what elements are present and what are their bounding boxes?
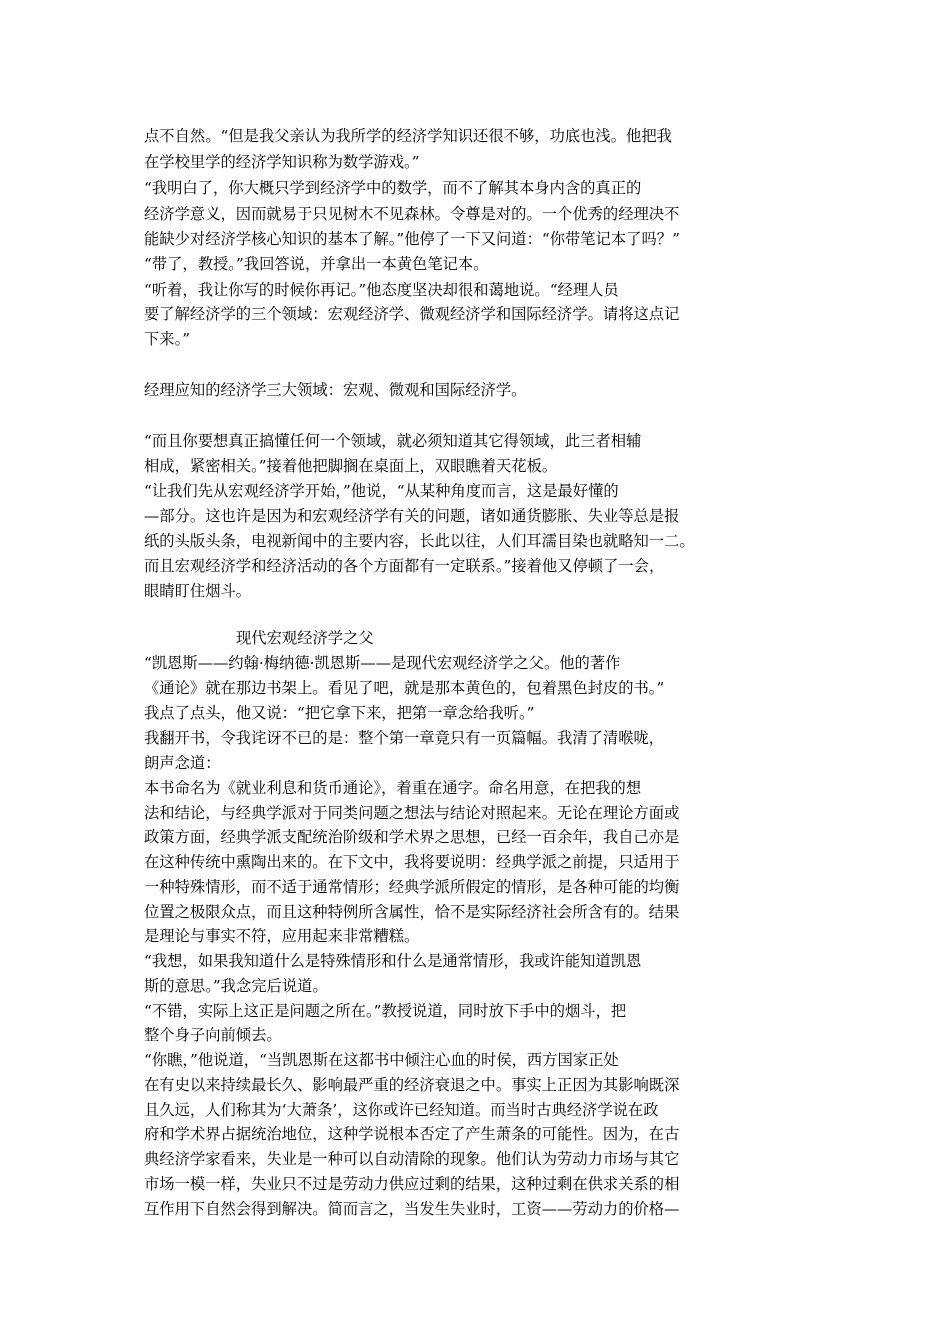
text-line: 位置之极限众点，而且这种特例所含属性，恰不是实际经济社会所含有的。结果	[144, 903, 680, 921]
text-line: 在有史以来持续最长久、影响最严重的经济衰退之中。事实上正因为其影响既深	[144, 1076, 680, 1094]
text-line: “凯恩斯——约翰·梅纳德·凯恩斯——是现代宏观经济学之父。他的著作	[144, 654, 621, 672]
text-line: 《通论》就在那边书架上。看见了吧，就是那本黄色的，包着黑色封皮的书。”	[144, 679, 665, 697]
text-line: 在学校里学的经济学知识称为数学游戏。”	[144, 153, 420, 171]
text-line: 整个身子向前倾去。	[144, 1026, 282, 1044]
text-line: “我想，如果我知道什么是特殊情形和什么是通常情形，我或许能知道凯恩	[144, 952, 642, 970]
text-line: “而且你要想真正搞懂任何一个领域，就必须知道其它得领域，此三者相辅	[144, 432, 642, 450]
text-line: 点不自然。“但是我父亲认为我所学的经济学知识还很不够，功底也浅。他把我	[144, 127, 672, 145]
text-line: 纸的头版头条，电视新闻中的主要内容，长此以往，人们耳濡目染也就略知一二。	[144, 532, 695, 550]
section-heading: 现代宏观经济学之父	[236, 629, 374, 647]
text-line: 我翻开书，令我诧讶不已的是：整个第一章竟只有一页篇幅。我清了清喉咙，	[144, 729, 665, 747]
text-line: “不错，实际上这正是问题之所在。”教授说道，同时放下手中的烟斗，把	[144, 1002, 627, 1020]
text-line: 是理论与事实不符，应用起来非常糟糕。	[144, 927, 420, 945]
text-line: “听着，我让你写的时候你再记。”他态度坚决却很和蔼地说。“经理人员	[144, 281, 619, 299]
text-line: 府和学术界占据统治地位，这种学说根本否定了产生萧条的可能性。因为，在古	[144, 1125, 680, 1143]
text-line: —部分。这也许是因为和宏观经济学有关的问题，诸如通货膨胀、失业等总是报	[144, 507, 680, 525]
text-line: 眼睛盯住烟斗。	[144, 582, 252, 600]
text-line: 本书命名为《就业利息和货币通论》，着重在通字。命名用意，在把我的想	[144, 779, 642, 797]
text-line: 朗声念道：	[144, 754, 221, 772]
text-line: 能缺少对经济学核心知识的基本了解。”他停了一下又问道：“你带笔记本了吗？”	[144, 230, 680, 248]
text-line: 典经济学家看来，失业是一种可以自动清除的现象。他们认为劳动力市场与其它	[144, 1150, 680, 1168]
text-line: “让我们先从宏观经济学开始，”他说，“从某种角度而言，这是最好懂的	[144, 482, 619, 500]
text-line: 一种特殊情形，而不适于通常情形；经典学派所假定的情形，是各种可能的均衡	[144, 878, 680, 896]
text-line: 下来。”	[144, 330, 191, 348]
text-line: 而且宏观经济学和经济活动的各个方面都有一定联系。”接着他又停顿了一会，	[144, 557, 665, 575]
text-line: 政策方面，经典学派支配统治阶级和学术界之思想，已经一百余年，我自己亦是	[144, 828, 680, 846]
text-line: 要了解经济学的三个领域：宏观经济学、微观经济学和国际经济学。请将这点记	[144, 305, 680, 323]
text-line: “我明白了，你大概只学到经济学中的数学，而不了解其本身内含的真正的	[144, 179, 642, 197]
text-line: 我点了点头，他又说：“把它拿下来，把第一章念给我听。”	[144, 704, 535, 722]
text-line: 互作用下自然会得到解决。简而言之，当发生失业时，工资——劳动力的价格—	[144, 1200, 680, 1218]
text-line: “你瞧，”他说道，“当凯恩斯在这都书中倾注心血的时侯，西方国家正处	[144, 1051, 619, 1069]
text-line: 相成，紧密相关。”接着他把脚搁在桌面上，双眼瞧着天花板。	[144, 457, 558, 475]
text-line: 市场一模一样，失业只不过是劳动力供应过剩的结果，这种过剩在供求关系的相	[144, 1175, 680, 1193]
text-line: 在这种传统中熏陶出来的。在下文中，我将要说明：经典学派之前提，只适用于	[144, 853, 680, 871]
text-line: 斯的意思。”我念完后说道。	[144, 977, 328, 995]
text-line: 法和结论，与经典学派对于同类问题之想法与结论对照起来。无论在理论方面或	[144, 804, 680, 822]
key-point-line: 经理应知的经济学三大领域：宏观、微观和国际经济学。	[144, 381, 527, 399]
text-line: 经济学意义，因而就易于只见树木不见森林。令尊是对的。一个优秀的经理决不	[144, 205, 680, 223]
text-line: “带了，教授。”我回答说，并拿出一本黄色笔记本。	[144, 255, 489, 273]
text-line: 且久远，人们称其为‘大萧条’，这你或许已经知道。而当时古典经济学说在政	[144, 1101, 659, 1119]
